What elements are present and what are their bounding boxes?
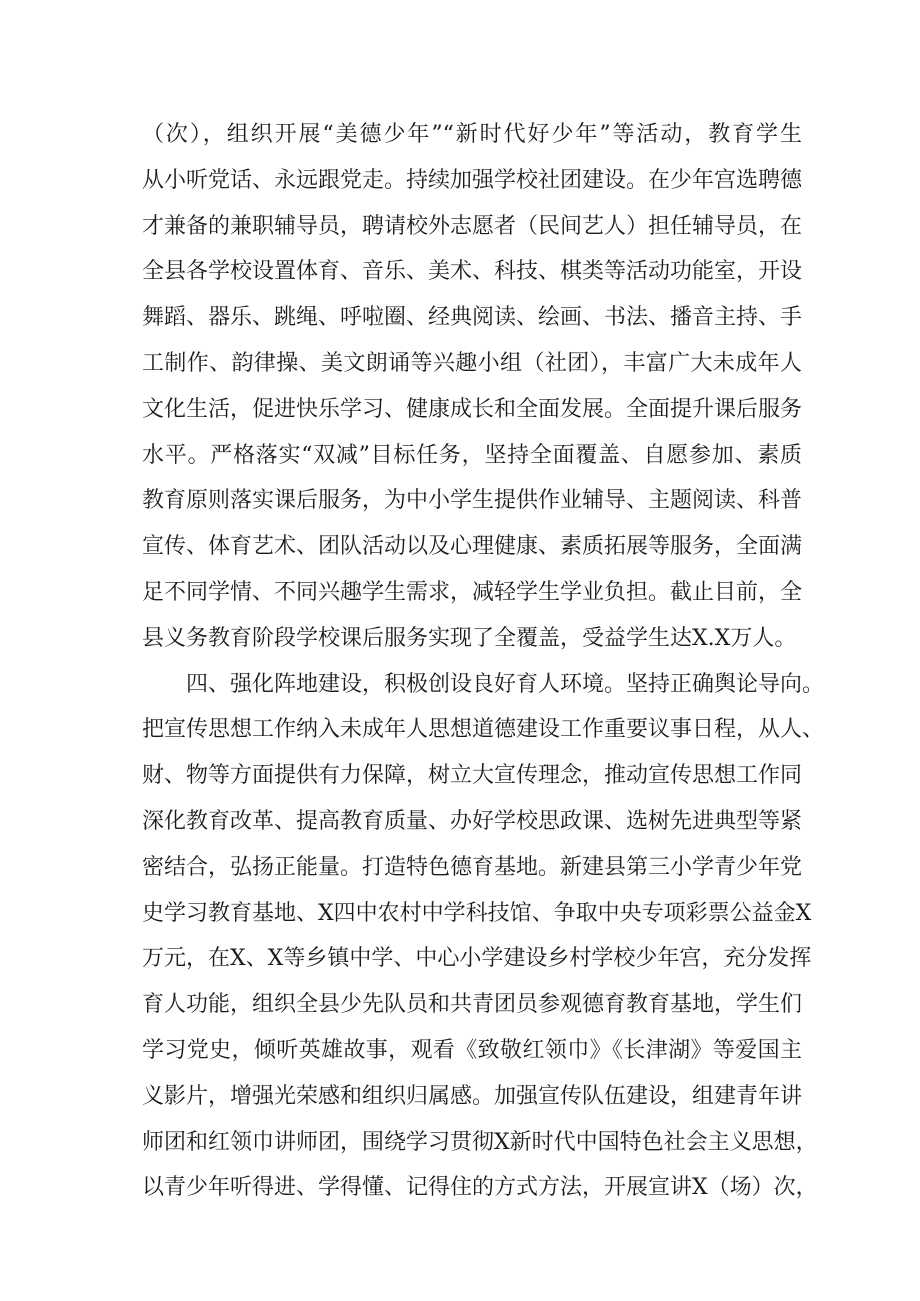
text-line: （次），组织开展“美德少年”“新时代好少年”等活动，教育学生 (142, 122, 802, 147)
text-line: 教育原则落实课后服务，为中小学生提供作业辅导、主题阅读、科普 (142, 488, 803, 514)
text-line: 深化教育改革、提高教育质量、办好学校思政课、选树先进典型等紧 (142, 808, 803, 834)
text-line: 史学习教育基地、X四中农村中学科技馆、争取中央专项彩票公益金X (142, 900, 812, 926)
text-line: 义影片，增强光荣感和组织归属感。加强宣传队伍建设，组建青年讲 (142, 1083, 803, 1109)
text-line: 全县各学校设置体育、音乐、美术、科技、棋类等活动功能室，开设 (142, 259, 803, 285)
text-line: 从小听党话、永远跟党走。持续加强学校社团建设。在少年宫选聘德 (142, 167, 803, 193)
text-line: 密结合，弘扬正能量。打造特色德育基地。新建县第三小学青少年党 (142, 854, 803, 880)
text-line: 足不同学情、不同兴趣学生需求，减轻学生学业负担。截止目前，全 (142, 579, 803, 605)
text-line: 才兼备的兼职辅导员，聘请校外志愿者（民间艺人）担任辅导员，在 (142, 213, 803, 239)
text-line: 水平。严格落实“双减”目标任务，坚持全面覆盖、自愿参加、素质 (142, 442, 802, 468)
text-line: 县义务教育阶段学校课后服务实现了全覆盖，受益学生达X.X万人。 (142, 625, 797, 651)
text-line: 工制作、韵律操、美文朗诵等兴趣小组（社团），丰富广大未成年人 (142, 350, 802, 376)
section-heading-line: 四、强化阵地建设，积极创设良好育人环境。坚持正确舆论导向。 (186, 671, 825, 697)
text-line: 师团和红领巾讲师团，围绕学习贯彻X新时代中国特色社会主义思想， (142, 1129, 818, 1155)
text-line: 学习党史，倾听英雄故事，观看《致敬红领巾》《长津湖》等爱国主 (142, 1037, 802, 1063)
text-line: 文化生活，促进快乐学习、健康成长和全面发展。全面提升课后服务 (142, 396, 803, 422)
text-line: 万元，在X、X等乡镇中学、中心小学建设乡村学校少年宫，充分发挥 (142, 946, 812, 972)
body-text (142, 112, 825, 1211)
text-line: 宣传、体育艺术、团队活动以及心理健康、素质拓展等服务，全面满 (142, 534, 803, 560)
text-line: 育人功能，组织全县少先队员和共青团员参观德育教育基地，学生们 (142, 992, 803, 1018)
text-line: 把宣传思想工作纳入未成年人思想道德建设工作重要议事日程，从人、 (142, 717, 825, 743)
text-line: 舞蹈、器乐、跳绳、呼啦圈、经典阅读、绘画、书法、播音主持、手 (142, 305, 803, 331)
text-line: 财、物等方面提供有力保障，树立大宣传理念，推动宣传思想工作同 (142, 763, 803, 789)
text-line: 以青少年听得进、学得懂、记得住的方式方法，开展宣讲X（场）次， (142, 1175, 818, 1201)
